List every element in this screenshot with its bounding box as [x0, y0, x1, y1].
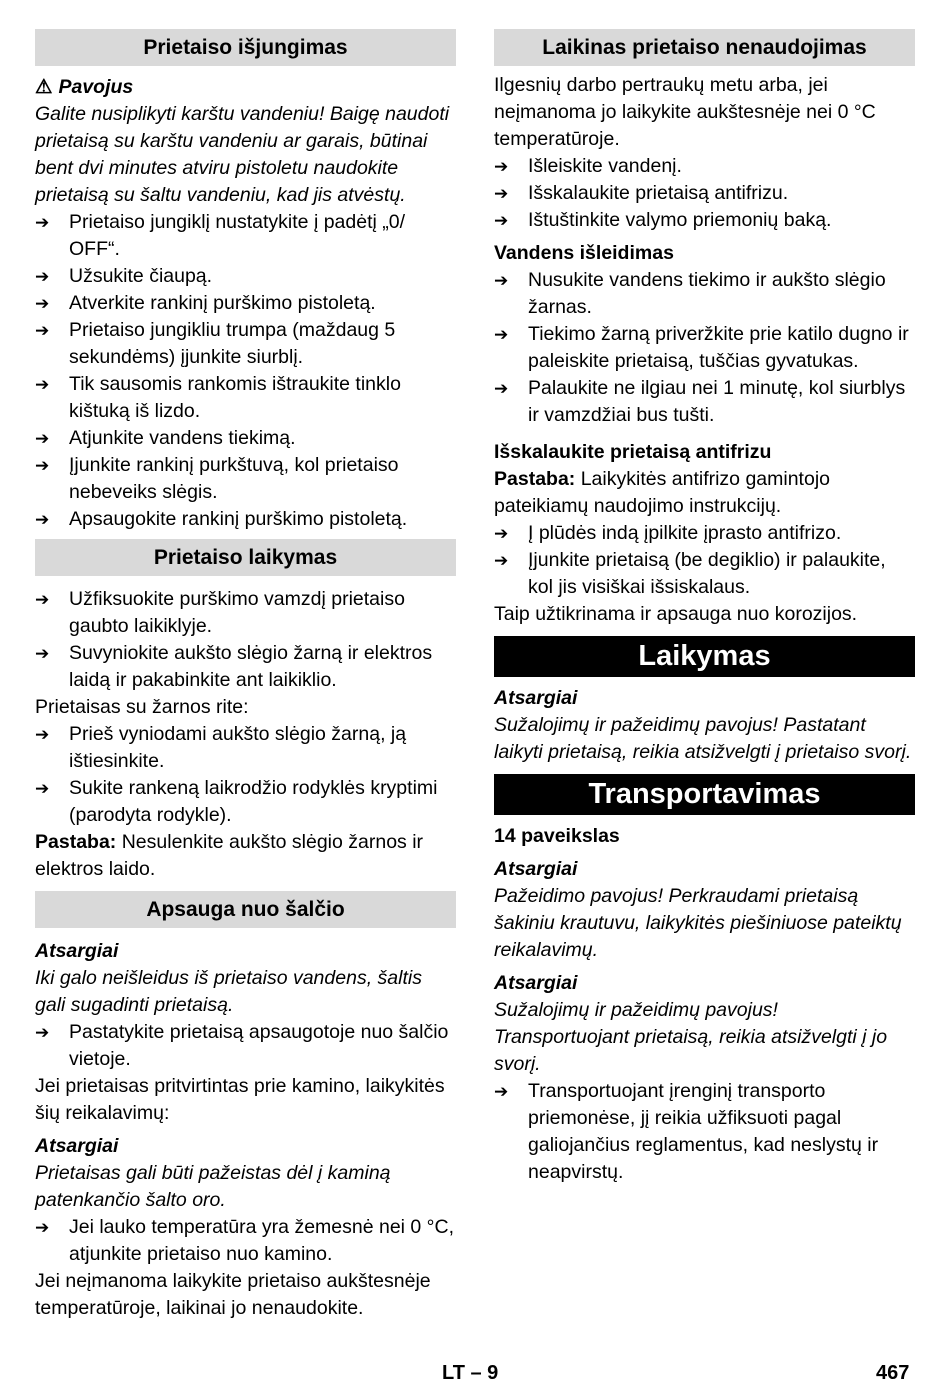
reel-intro: Prietaisas su žarnos rite: — [35, 696, 249, 718]
list-item: ➔ Transportuojant įrenginį transporto priemonėse, jį reikia užfiksuoti pagal galiojančius reglamentus, kad neslystų ir neapvirstų. — [494, 1078, 915, 1186]
list-item: ➔ Ištuštinkite valymo priemonių baką. — [494, 207, 915, 234]
heading-transport: Transportavimas — [494, 774, 915, 815]
arrow-right-icon: ➔ — [494, 524, 509, 543]
list-item: ➔ Į plūdės indą įpilkite įprasto antifrizo. — [494, 520, 915, 547]
subheading-antifreeze: Išskalaukite prietaisą antifrizu — [494, 441, 772, 463]
corrosion-text: Taip užtikrinama ir apsauga nuo korozijos. — [494, 603, 858, 625]
list-item: ➔ Išleiskite vandenį. — [494, 153, 915, 180]
danger-label: ⚠ Pavojus — [35, 76, 134, 98]
arrow-right-icon: ➔ — [494, 157, 509, 176]
chimney-text: Jei prietaisas pritvirtintas prie kamino, laikykitės šių reikalavimų: — [35, 1075, 445, 1124]
list-item: ➔ Užfiksuokite purškimo vamzdį prietaiso gaubto laikiklyje. — [35, 586, 456, 640]
left-column — [35, 29, 456, 1322]
arrow-right-icon: ➔ — [35, 510, 50, 529]
list-item: ➔ Tik sausomis rankomis ištraukite tinklo kištuką iš lizdo. — [35, 371, 456, 425]
arrow-right-icon: ➔ — [35, 429, 50, 448]
arrow-right-icon: ➔ — [494, 211, 509, 230]
arrow-right-icon: ➔ — [35, 321, 50, 340]
right-column — [494, 29, 915, 1186]
caution-label: Atsargiai — [494, 687, 578, 709]
list-item: ➔ Užsukite čiaupą. — [35, 263, 456, 290]
arrow-right-icon: ➔ — [494, 184, 509, 203]
arrow-right-icon: ➔ — [35, 456, 50, 475]
caution-text: Sužalojimų ir pažeidimų pavojus! Transportuojant prietaisą, reikia atsižvelgti į jo svorį. — [494, 999, 888, 1075]
list-item: ➔ Atverkite rankinį purškimo pistoletą. — [35, 290, 456, 317]
list-item: ➔ Išskalaukite prietaisą antifrizu. — [494, 180, 915, 207]
arrow-right-icon: ➔ — [35, 1023, 50, 1042]
caution-label: Atsargiai — [494, 858, 578, 880]
list-item: ➔ Tiekimo žarną priveržkite prie katilo dugno ir paleiskite prietaisą, tuščias gyvatukas. — [494, 321, 915, 375]
list-item: ➔ Atjunkite vandens tiekimą. — [35, 425, 456, 452]
arrow-right-icon: ➔ — [494, 1082, 509, 1101]
heading-storage: Prietaiso laikymas — [35, 539, 456, 576]
arrow-right-icon: ➔ — [494, 325, 509, 344]
list-item: ➔ Įjunkite prietaisą (be degiklio) ir palaukite, kol jis visiškai išsiskalaus. — [494, 547, 915, 601]
list-item: ➔ Prietaiso jungiklį nustatykite į padėtį „0/ OFF“. — [35, 209, 456, 263]
page-label: LT – 9 — [442, 1362, 499, 1384]
heading-shutdown: Prietaiso išjungimas — [35, 29, 456, 66]
page-number: 467 — [876, 1362, 910, 1384]
warning-triangle-icon: ⚠ — [35, 76, 53, 98]
caution-text: Iki galo neišleidus iš prietaiso vandens, šaltis gali sugadinti prietaisą. — [35, 967, 422, 1016]
figure-ref: 14 paveikslas — [494, 825, 620, 847]
storage-note: Pastaba: Nesulenkite aukšto slėgio žarnos ir elektros laido. — [35, 831, 424, 880]
caution-text: Prietaisas gali būti pažeistas dėl į kaminą patenkančio šalto oro. — [35, 1162, 391, 1211]
list-item: ➔ Palaukite ne ilgiau nei 1 minutę, kol siurblys ir vamzdžiai bus tušti. — [494, 375, 915, 429]
temporary-intro: Ilgesnių darbo pertraukų metu arba, jei neįmanoma jo laikykite aukštesnėje nei 0 °C temperatūroje. — [494, 74, 876, 150]
arrow-right-icon: ➔ — [494, 551, 509, 570]
shutdown-steps — [35, 209, 456, 533]
heading-frost: Apsauga nuo šalčio — [35, 891, 456, 928]
arrow-right-icon: ➔ — [35, 1218, 50, 1237]
arrow-right-icon: ➔ — [35, 375, 50, 394]
list-item: ➔ Prieš vyniodami aukšto slėgio žarną, ją ištiesinkite. — [35, 721, 456, 775]
arrow-right-icon: ➔ — [494, 271, 509, 290]
subheading-drain: Vandens išleidimas — [494, 242, 674, 264]
arrow-right-icon: ➔ — [35, 590, 50, 609]
arrow-right-icon: ➔ — [35, 725, 50, 744]
list-item: ➔ Pastatykite prietaisą apsaugotoje nuo šalčio vietoje. — [35, 1019, 456, 1073]
danger-text: Galite nusiplikyti karštu vandeniu! Baigę naudoti prietaisą su karštu vandeniu ar garais, būtinai bent dvi minutes atviru pistoletu naudokite prietaisą su šaltu vandeniu, kad jis atvėstų. — [35, 103, 450, 206]
caution-text: Pažeidimo pavojus! Perkraudami prietaisą šakiniu krautuvu, laikykitės piešiniuose pateiktų reikalavimų. — [494, 885, 902, 961]
arrow-right-icon: ➔ — [35, 294, 50, 313]
caution-label: Atsargiai — [35, 1135, 119, 1157]
caution-label: Atsargiai — [494, 972, 578, 994]
list-item: ➔ Nusukite vandens tiekimo ir aukšto slėgio žarnas. — [494, 267, 915, 321]
list-item: ➔ Įjunkite rankinį purkštuvą, kol prietaiso nebeveiks slėgis. — [35, 452, 456, 506]
antifreeze-note: Pastaba: Laikykitės antifrizo gamintojo pateikiamų naudojimo instrukcijų. — [494, 468, 830, 517]
list-item: ➔ Suvyniokite aukšto slėgio žarną ir elektros laidą ir pakabinkite ant laikiklio. — [35, 640, 456, 694]
final-text: Jei neįmanoma laikykite prietaiso aukštesnėje temperatūroje, laikinai jo nenaudokite. — [35, 1270, 431, 1319]
list-item: ➔ Sukite rankeną laikrodžio rodyklės kryptimi (parodyta rodykle). — [35, 775, 456, 829]
caution-label: Atsargiai — [35, 940, 119, 962]
heading-laikymas: Laikymas — [494, 636, 915, 677]
arrow-right-icon: ➔ — [35, 213, 50, 232]
arrow-right-icon: ➔ — [494, 379, 509, 398]
caution-text: Sužalojimų ir pažeidimų pavojus! Pastatant laikyti prietaisą, reikia atsižvelgti į prietaiso svorį. — [494, 714, 912, 763]
arrow-right-icon: ➔ — [35, 779, 50, 798]
list-item: ➔ Prietaiso jungikliu trumpa (maždaug 5 sekundėms) įjunkite siurblį. — [35, 317, 456, 371]
arrow-right-icon: ➔ — [35, 267, 50, 286]
list-item: ➔ Jei lauko temperatūra yra žemesnė nei 0 °C, atjunkite prietaiso nuo kamino. — [35, 1214, 456, 1268]
list-item: ➔ Apsaugokite rankinį purškimo pistoletą. — [35, 506, 456, 533]
heading-temporary: Laikinas prietaiso nenaudojimas — [494, 29, 915, 66]
arrow-right-icon: ➔ — [35, 644, 50, 663]
